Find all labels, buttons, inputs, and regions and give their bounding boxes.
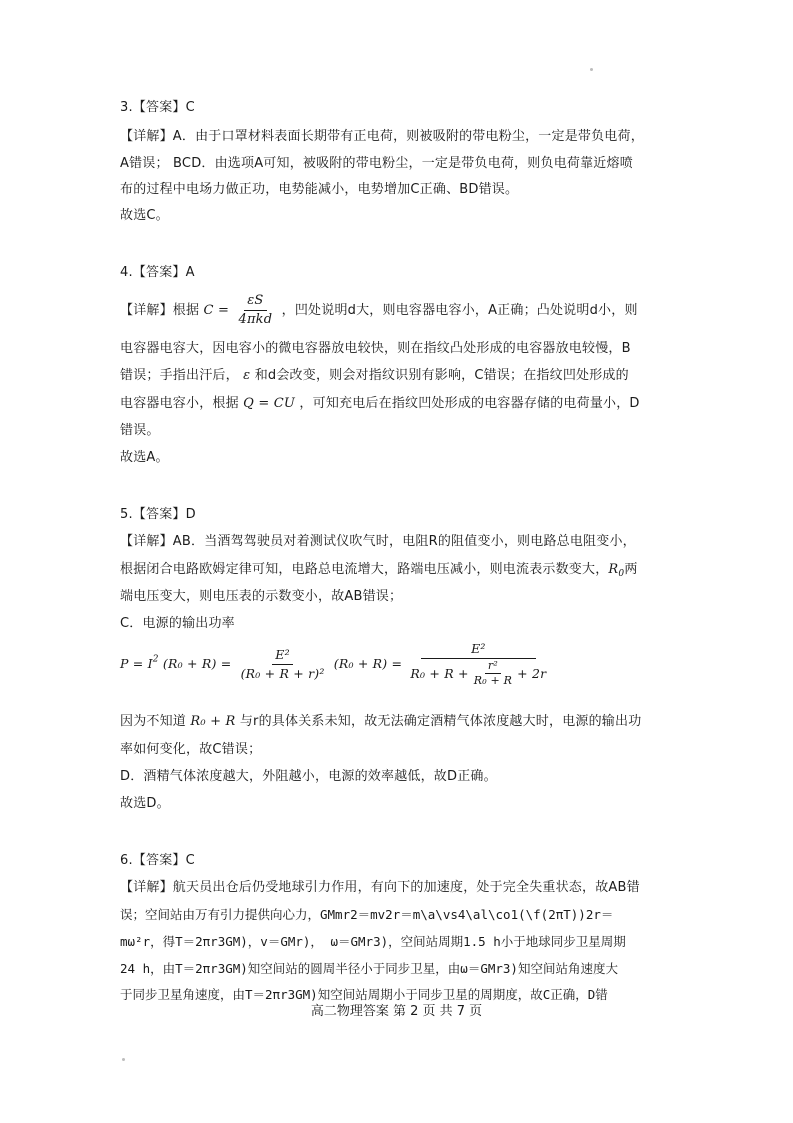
q4-line-formula — [120, 292, 638, 330]
q4-heading: 4.【答案】A — [120, 265, 195, 280]
denominator-part: R₀ + R + — [410, 665, 469, 681]
epsilon-symbol: ε — [243, 368, 251, 383]
q5-text: 两 — [624, 562, 638, 577]
q6-line: 【详解】航天员出仓后仍受地球引力作用，有向下的加速度，处于完全失重状态，故AB错 — [120, 880, 640, 895]
q5-line: 端电压变大，则电压表的示数变小，故AB错误； — [120, 589, 403, 604]
q3-line: A错误； BCD．由选项A可知，被吸附的带电粉尘，一定是带负电荷，则负电荷靠近熔喷 — [120, 156, 633, 171]
formula-middle: (R₀ + R) = — [333, 656, 403, 671]
charge-formula: Q = CU — [243, 396, 296, 411]
q4-text: 电容器电容小，根据 — [120, 396, 239, 411]
q3-line: 布的过程中电场力做正功，电势能减小，电势增加C正确、BD错误。 — [120, 182, 519, 197]
r0-plus-r: R₀ + R — [190, 714, 236, 729]
q4-text: 【详解】根据 — [120, 303, 200, 318]
q3-line: 【详解】A．由于口罩材料表面长期带有正电荷，则被吸附的带电粉尘，一定是带负电荷， — [120, 129, 644, 144]
fraction-denominator: (R₀ + R + r)² — [240, 665, 325, 681]
formula-p: P = I — [120, 656, 153, 671]
q5-heading: 5.【答案】D — [120, 507, 196, 522]
q5-line — [120, 712, 641, 732]
q5-line: 率如何变化，故C错误； — [120, 742, 262, 757]
q4-text: 错误；手指出汗后， — [120, 368, 239, 383]
q4-text: ，凹处说明d大，则电容器电容小，A正确；凸处说明d小，则 — [281, 303, 638, 318]
capacitance-fraction — [235, 292, 275, 329]
q4-text: 和d会改变，则会对指纹识别有影响，C错误；在指纹凹处形成的 — [254, 368, 629, 383]
scan-speck — [590, 68, 593, 71]
q6-line: 误；空间站由万有引力提供向心力，GMmr2＝mv2r＝m\a\vs4\al\co1(\f(2πT))2r＝ — [120, 907, 614, 922]
q5-line: D．酒精气体浓度越大，外阻越小，电源的效率越低，故D正确。 — [120, 769, 497, 784]
q5-conclusion: 故选D。 — [120, 796, 170, 811]
output-power-formula — [120, 640, 550, 688]
q4-line: 电容器电容大，因电容小的微电容器放电较快，则在指纹凸处形成的电容器放电较慢，B — [120, 341, 631, 356]
fraction-denominator: 4πkd — [238, 312, 273, 327]
q4-line — [120, 394, 640, 414]
formula-fraction-2 — [408, 640, 548, 688]
q5-text: 因为不知道 — [120, 714, 187, 729]
q5-text: 根据闭合电路欧姆定律可知，电路总电流增大，路端电压减小，则电流表示数变大， — [120, 562, 609, 577]
q4-line: 错误。 — [120, 423, 160, 438]
fraction-denominator — [408, 659, 548, 688]
q5-line: 【详解】AB．当酒驾驾驶员对着测试仪吹气时，电阻R的阻值变小，则电路总电阻变小， — [120, 534, 636, 549]
formula-fraction-1 — [238, 646, 328, 683]
q3-heading: 3.【答案】C — [120, 100, 195, 115]
q4-text: ，可知充电后在指纹凹处形成的电容器存储的电荷量小，D — [299, 396, 640, 411]
q5-text: 与r的具体关系未知，故无法确定酒精气体浓度越大时，电源的输出功 — [239, 714, 642, 729]
q6-heading: 6.【答案】C — [120, 853, 195, 868]
q5-line — [120, 560, 638, 584]
q3-conclusion: 故选C。 — [120, 208, 169, 223]
q5-line: C．电源的输出功率 — [120, 616, 235, 631]
page-footer: 高二物理答案 第 2 页 共 7 页 — [310, 1004, 483, 1019]
fraction-numerator: εS — [244, 292, 266, 311]
q6-line: mω²r，得T＝2πr3GM)，v＝GMr)， ω＝GMr3)，空间站周期1.5 h小于地球同步卫星周期 — [120, 934, 626, 949]
formula-r0r: (R₀ + R) = — [162, 656, 232, 671]
nested-denominator: R₀ + R — [473, 674, 513, 687]
q4-conclusion: 故选A。 — [120, 450, 169, 465]
nested-fraction — [471, 659, 515, 688]
nested-numerator: r² — [485, 659, 501, 674]
q6-line: 24 h，由T＝2πr3GM)知空间站的圆周半径小于同步卫星，由ω＝GMr3)知空间站角速度大 — [120, 961, 618, 976]
r0-symbol: R — [608, 562, 619, 577]
fraction-numerator: E² — [272, 646, 293, 665]
q4-line — [120, 366, 629, 386]
q6-line: 于同步卫星角速度，由T＝2πr3GM)知空间站周期小于同步卫星的周期度，故C正确，D错 — [120, 987, 608, 1002]
scan-speck — [122, 1058, 125, 1061]
r0-subscript: 0 — [618, 569, 625, 579]
capacitance-formula-lhs: C = — [203, 303, 230, 318]
denominator-part: + 2r — [517, 665, 547, 681]
fraction-numerator: E² — [421, 640, 536, 659]
formula-square: 2 — [152, 654, 159, 665]
